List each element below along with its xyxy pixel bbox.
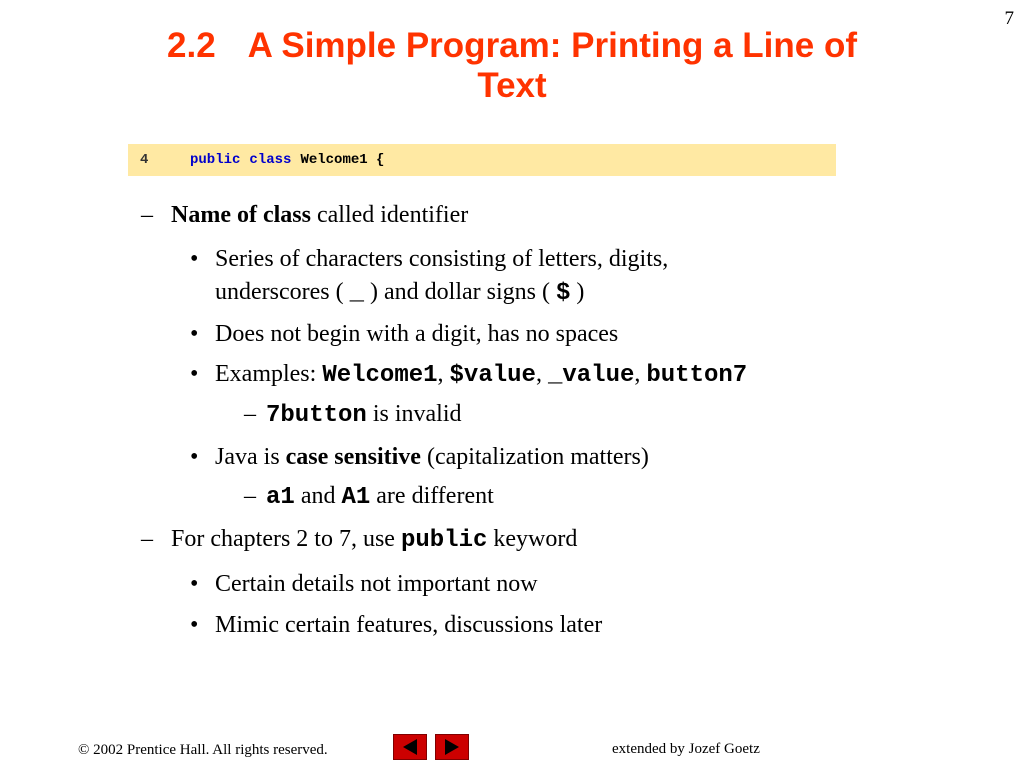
bullet-text: Examples: [215,361,323,387]
code-dollar: $ [556,280,571,307]
code-A1: A1 [341,484,371,511]
bullet-a1-example [266,483,494,511]
title-line-2: Text [477,66,547,105]
code-example-1: Welcome1 [322,362,438,389]
copyright-notice: © 2002 Prentice Hall. All rights reserved. [78,742,328,758]
bullet-marker: • [190,571,199,597]
extended-by-credit: extended by Jozef Goetz [612,741,760,757]
slide-title [80,26,944,106]
bullet-marker: • [190,361,199,387]
bullet-name-of-class [171,202,468,229]
bullet-no-digit: Does not begin with a digit, has no spaces [215,321,619,347]
bullet-mimic: Mimic certain features, discussions later [215,612,603,638]
code-class-name: Welcome1 { [300,152,385,168]
bold-text: case sensitive [285,444,421,470]
title-section-number: 2.2 [167,26,216,65]
separator: , [535,361,548,387]
code-invalid: 7button [266,402,367,429]
bullet-text: For chapters 2 to 7, use [171,526,401,552]
bullet-text: are different [370,483,494,509]
dash-marker: – [141,202,153,228]
code-example-4: button7 [646,362,748,389]
bullet-text: ) [570,279,585,305]
bullet-details: Certain details not important now [215,571,538,597]
subdash-marker: – [244,401,256,427]
code-example-3: _value [547,362,635,389]
code-line-number: 4 [140,152,149,168]
separator: , [437,361,450,387]
bullet-text: called identifier [310,202,469,228]
bullet-text: and [294,483,342,509]
bullet-text: (capitalization matters) [420,444,649,470]
bullet-public-keyword [171,526,577,554]
code-public: public [400,527,488,554]
bullet-text: is invalid [366,401,462,427]
bullet-marker: • [190,444,199,470]
title-line-1: A Simple Program: Printing a Line of [247,26,857,65]
bullet-case-sensitive [215,444,649,471]
subdash-marker: – [244,483,256,509]
slide-number: 7 [1004,8,1014,29]
separator: , [634,361,647,387]
bullet-text: underscores ( [215,279,350,305]
dash-marker: – [141,526,153,552]
bullet-text: Java is [215,444,286,470]
code-underscore: _ [349,280,365,307]
bullet-invalid-example [266,401,462,429]
bullet-text: keyword [487,526,578,552]
bold-text: Name of class [171,202,311,228]
bullet-marker: • [190,612,199,638]
bullet-marker: • [190,321,199,347]
left-arrow-icon [394,735,426,759]
next-slide-button[interactable] [435,734,469,760]
code-keyword-public: public [190,152,241,168]
code-keyword-class: class [249,152,292,168]
right-arrow-icon [436,735,468,759]
bullet-examples [215,361,747,389]
code-example-2: $value [449,362,536,389]
bullet-text: ) and dollar signs ( [364,279,556,305]
bullet-marker: • [190,246,199,272]
bullet-series-line-2 [215,279,584,307]
code-a1: a1 [266,484,295,511]
previous-slide-button[interactable] [393,734,427,760]
code-snippet [128,144,836,176]
bullet-series-line-1: Series of characters consisting of letters, digits, [215,246,669,272]
